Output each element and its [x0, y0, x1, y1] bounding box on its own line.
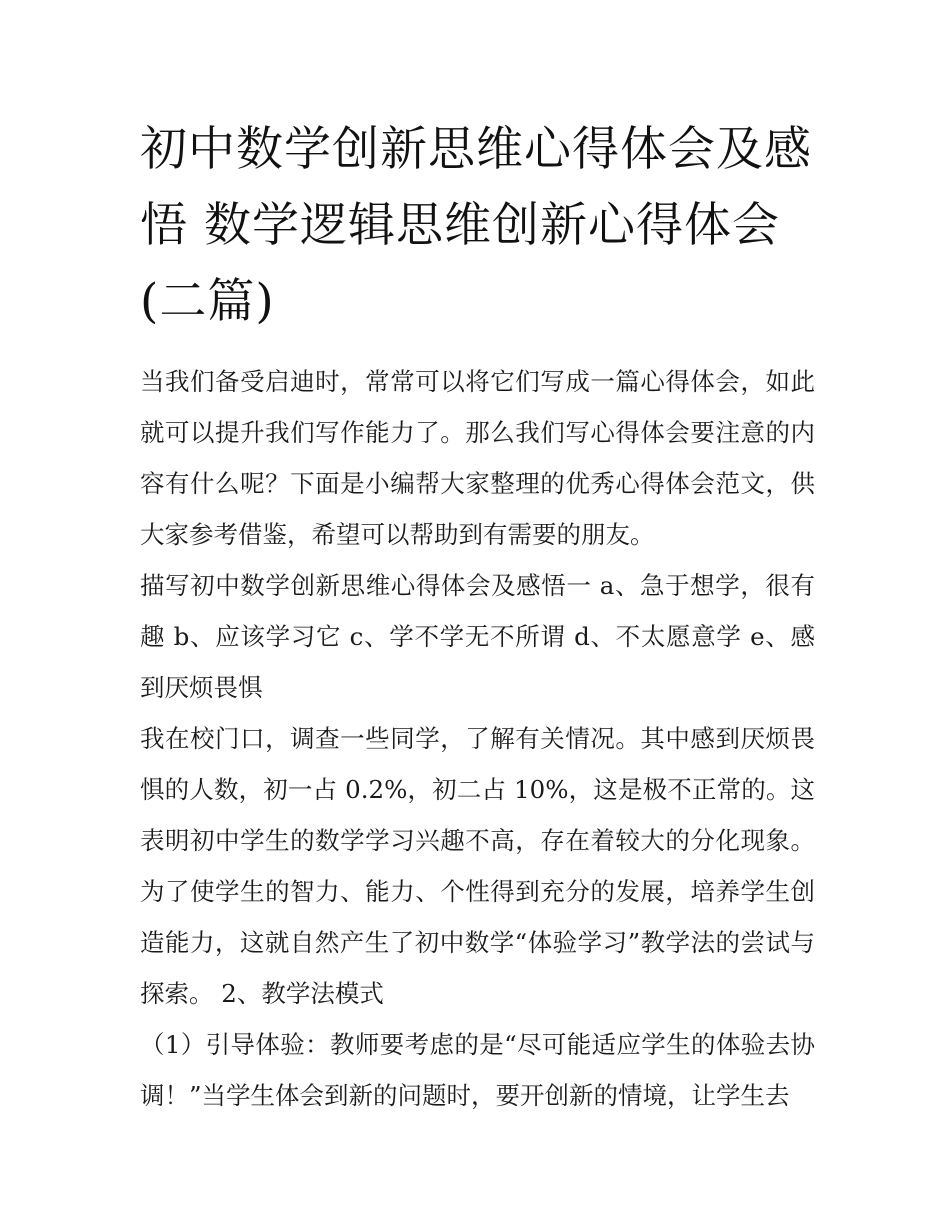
document-page [140, 112, 815, 1121]
document-body [140, 356, 815, 1121]
paragraph-survey-results: 我在校门口，调查一些同学，了解有关情况。其中感到厌烦畏惧的人数，初一占 0.2%，初二占 10%，这是极不正常的。这表明初中学生的数学学习兴趣不高，存在着较大的分化现象。为了使学生的智力、能力、个性得到充分的发展，培养学生创造能力，这就自然产生了初中数学“体验学习”教学法的尝试与探索。 2、教学法模式 [140, 724, 815, 1008]
paragraph-intro: 当我们备受启迪时，常常可以将它们写成一篇心得体会，如此就可以提升我们写作能力了。那么我们写心得体会要注意的内容有什么呢？下面是小编帮大家整理的优秀心得体会范文，供大家参考借鉴，希望可以帮助到有需要的朋友。 [140, 367, 815, 549]
document-title: 初中数学创新思维心得体会及感悟 数学逻辑思维创新心得体会(二篇) [140, 122, 812, 329]
paragraph-survey-options: 描写初中数学创新思维心得体会及感悟一 a、急于想学，很有趣 b、应该学习它 c、学不学无不所谓 d、不太愿意学 e、感到厌烦畏惧 [140, 571, 815, 702]
paragraph-guided-experience: （1）引导体验：教师要考虑的是“尽可能适应学生的体验去协调！”当学生体会到新的问题时，要开创新的情境，让学生去 [140, 1030, 815, 1110]
